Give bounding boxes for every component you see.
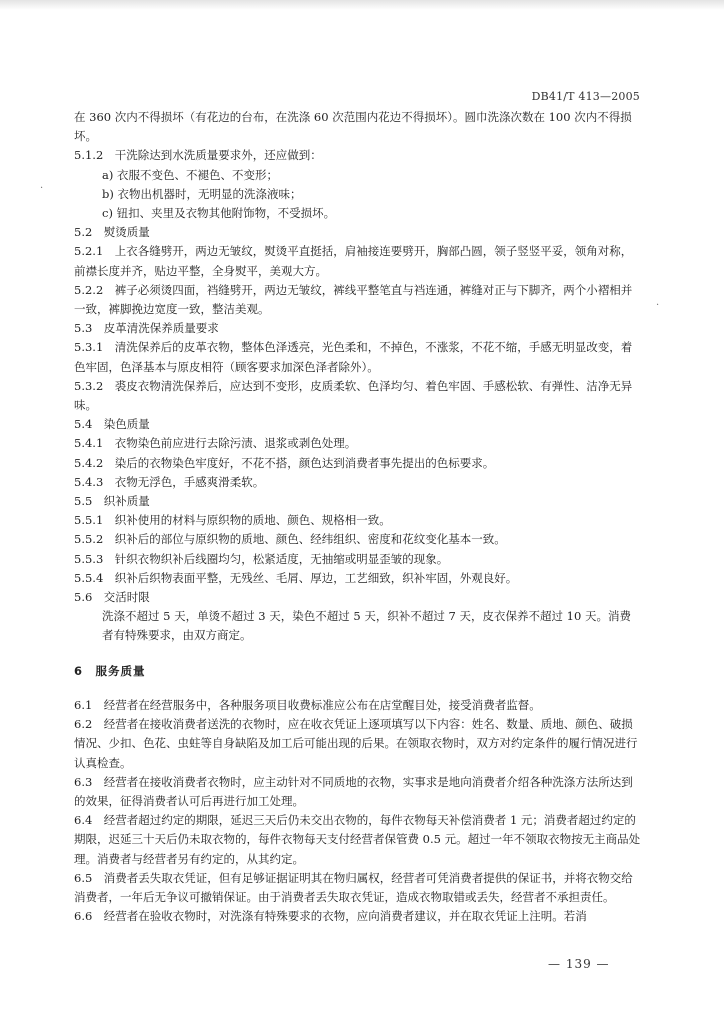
scan-speck: · bbox=[40, 183, 44, 194]
scan-speck: · bbox=[656, 300, 660, 311]
paragraph: 在 360 次内不得损坏（有花边的台布，在洗涤 60 次范围内花边不得损坏）。圆巾洗涤次数在 100 次内不得损坏。 bbox=[74, 110, 632, 144]
paragraph: c) 钮扣、夹里及衣物其他附饰物，不受损坏。 bbox=[102, 206, 336, 221]
paragraph: 5.2.2 裤子必须烫四面，裆缝劈开，两边无皱纹，裤线平整笔直与裆连通，裤缝对正与下脚齐，两个小褶相并一致，裤脚挽边宽度一致，整洁美观。 bbox=[74, 282, 633, 317]
paragraph: 5.4.1 衣物染色前应进行去除污渍、退浆或剥色处理。 bbox=[74, 436, 357, 451]
scan-edge bbox=[0, 0, 724, 10]
paragraph: 5.3.2 裘皮衣物清洗保养后，应达到不变形，皮质柔软、色泽均匀、着色牢固、手感松软、有弹性、洁净无异味。 bbox=[74, 378, 633, 413]
paragraph: 6.4 经营者超过约定的期限，延迟三天后仍未交出衣物的，每件衣物每天补偿消费者 1 元；消费者超过约定的期限，迟延三十天后仍未取衣物的，每件衣物每天支付经营者保管费 0.5 元。超过一年不领取衣物按无主商品处理。消费者与经营者另有约定的，从其约定。 bbox=[74, 813, 641, 866]
paragraph: 5.1.2 干洗除达到水洗质量要求外，还应做到： bbox=[74, 148, 322, 163]
paragraph: 5.3 皮革清洗保养质量要求 bbox=[74, 321, 219, 336]
paragraph: 6.2 经营者在接收消费者送洗的衣物时，应在收衣凭证上逐项填写以下内容：姓名、数量、质地、颜色、破损情况、少扣、色花、虫蛀等自身缺陷及加工后可能出现的后果。在领取衣物时，双方对约定条件的履行情况进行认真检查。 bbox=[74, 717, 638, 770]
paragraph: 5.3.1 清洗保养后的皮革衣物，整体色泽透亮，光色柔和，不掉色，不涨浆，不花不缩，手感无明显改变，着色牢固，色泽基本与原皮相符（顾客要求加深色泽者除外）。 bbox=[74, 340, 633, 374]
paragraph: a) 衣服不变色、不褪色、不变形； bbox=[102, 167, 278, 182]
paragraph: 6.6 经营者在验收衣物时，对洗涤有特殊要求的衣物，应向消费者建议，并在取衣凭证上注明。若消 bbox=[74, 909, 587, 924]
paragraph: 6.5 消费者丢失取衣凭证，但有足够证据证明其在物归属权，经营者可凭消费者提供的保证书，并将衣物交给消费者，一年后无争议可撤销保证。由于消费者丢失取衣凭证，造成衣物取错或丢失，经营者不承担责任。 bbox=[74, 870, 633, 904]
paragraph: 5.2.1 上衣各缝劈开，两边无皱纹，熨烫平直挺括，肩袖接连要劈开，胸部凸圆，领子竖竖平妥，领角对称，前襟长度并齐，贴边平整，全身熨平，美观大方。 bbox=[74, 244, 633, 278]
paragraph: 洗涤不超过 5 天，单烫不超过 3 天，染色不超过 5 天，织补不超过 7 天，皮衣保养不超过 10 天。消费者有特殊要求，由双方商定。 bbox=[102, 609, 631, 643]
paragraph: 5.6 交活时限 bbox=[74, 590, 150, 605]
paragraph: b) 衣物出机器时，无明显的洗涤液味； bbox=[102, 186, 302, 201]
paragraph: 5.2 熨烫质量 bbox=[74, 225, 150, 240]
page-number: — 139 — bbox=[548, 957, 610, 971]
paragraph: 5.5.2 织补后的部位与原织物的质地、颜色、经纬组织、密度和花纹变化基本一致。 bbox=[74, 532, 506, 547]
document-id: DB41/T 413—2005 bbox=[531, 90, 640, 103]
paragraph: 5.4.2 染后的衣物染色牢度好，不花不搭，颜色达到消费者事先提出的色标要求。 bbox=[74, 455, 495, 470]
paragraph: 5.5.1 织补使用的材料与原织物的质地、颜色、规格相一致。 bbox=[74, 513, 391, 528]
document-body bbox=[74, 108, 642, 926]
paragraph: 5.5 织补质量 bbox=[74, 494, 150, 509]
paragraph: 5.5.3 针织衣物织补后线圈均匀，松紧适度，无抽缩或明显歪皱的现象。 bbox=[74, 551, 449, 566]
paragraph: 5.4.3 衣物无浮色，手感爽滑柔软。 bbox=[74, 474, 265, 489]
paragraph: 5.4 染色质量 bbox=[74, 417, 150, 432]
paragraph: 5.5.4 织补后织物表面平整，无残丝、毛屑、厚边，工艺细致，织补牢固，外观良好。 bbox=[74, 570, 518, 585]
paragraph: 6.3 经营者在接收消费者衣物时，应主动针对不同质地的衣物，实事求是地向消费者介绍各种洗涤方法所达到的效果，征得消费者认可后再进行加工处理。 bbox=[74, 774, 633, 808]
section-heading: 6 服务质量 bbox=[74, 663, 146, 678]
paragraph: 6.1 经营者在经营服务中，各种服务项目收费标准应公布在店堂醒目处，接受消费者监督。 bbox=[74, 697, 541, 712]
